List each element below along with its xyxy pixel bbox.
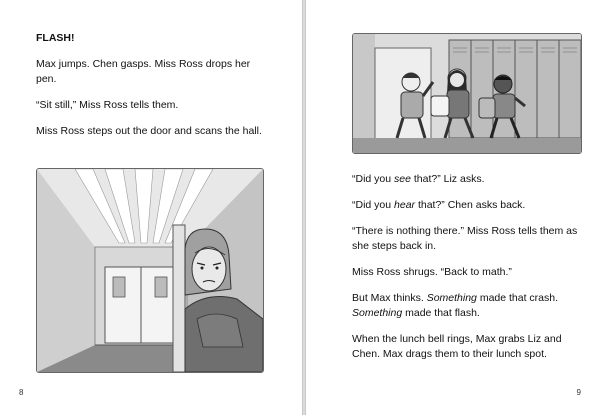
left-page [0,0,302,415]
paragraph-flash: FLASH! [36,32,75,44]
paragraph-max-jumps: Max jumps. Chen gasps. Miss Ross drops her pen. [36,58,251,85]
illustration-kids-running [352,33,582,154]
page-number-left: 8 [19,388,24,397]
paragraph-lunch-bell: When the lunch bell rings, Max grabs Liz and Chen. Max drags them to their lunch spot. [352,333,562,360]
paragraph-sit-still: “Sit still,” Miss Ross tells them. [36,99,179,111]
text-run: “Did you [352,199,395,211]
paragraph-nothing-there: “There is nothing there.” Miss Ross tells them as she steps back in. [352,225,578,252]
right-page [306,0,610,415]
paragraph-steps-out: Miss Ross steps out the door and scans the hall. [36,125,262,137]
left-page-text [36,31,266,150]
text-run: “Did you [352,173,395,185]
text-run: made that flash. [402,307,480,319]
paragraph-did-you-see [352,172,586,187]
page-number-right: 9 [576,388,581,397]
paragraph-shrugs: Miss Ross shrugs. “Back to math.” [352,266,512,278]
text-run: that?” Liz asks. [410,173,485,185]
emphasis-see: see [394,173,411,185]
text-run: that?” Chen asks back. [415,199,526,211]
emphasis-something-1: Something [426,292,477,304]
right-page-text [352,172,586,373]
illustration-miss-ross-hallway [36,168,264,373]
text-run: made that crash. [476,292,559,304]
emphasis-something-2: Something [352,307,403,319]
emphasis-hear: hear [394,199,416,211]
text-run: But Max thinks. [352,292,427,304]
paragraph-max-thinks [352,291,586,321]
paragraph-did-you-hear [352,198,586,213]
